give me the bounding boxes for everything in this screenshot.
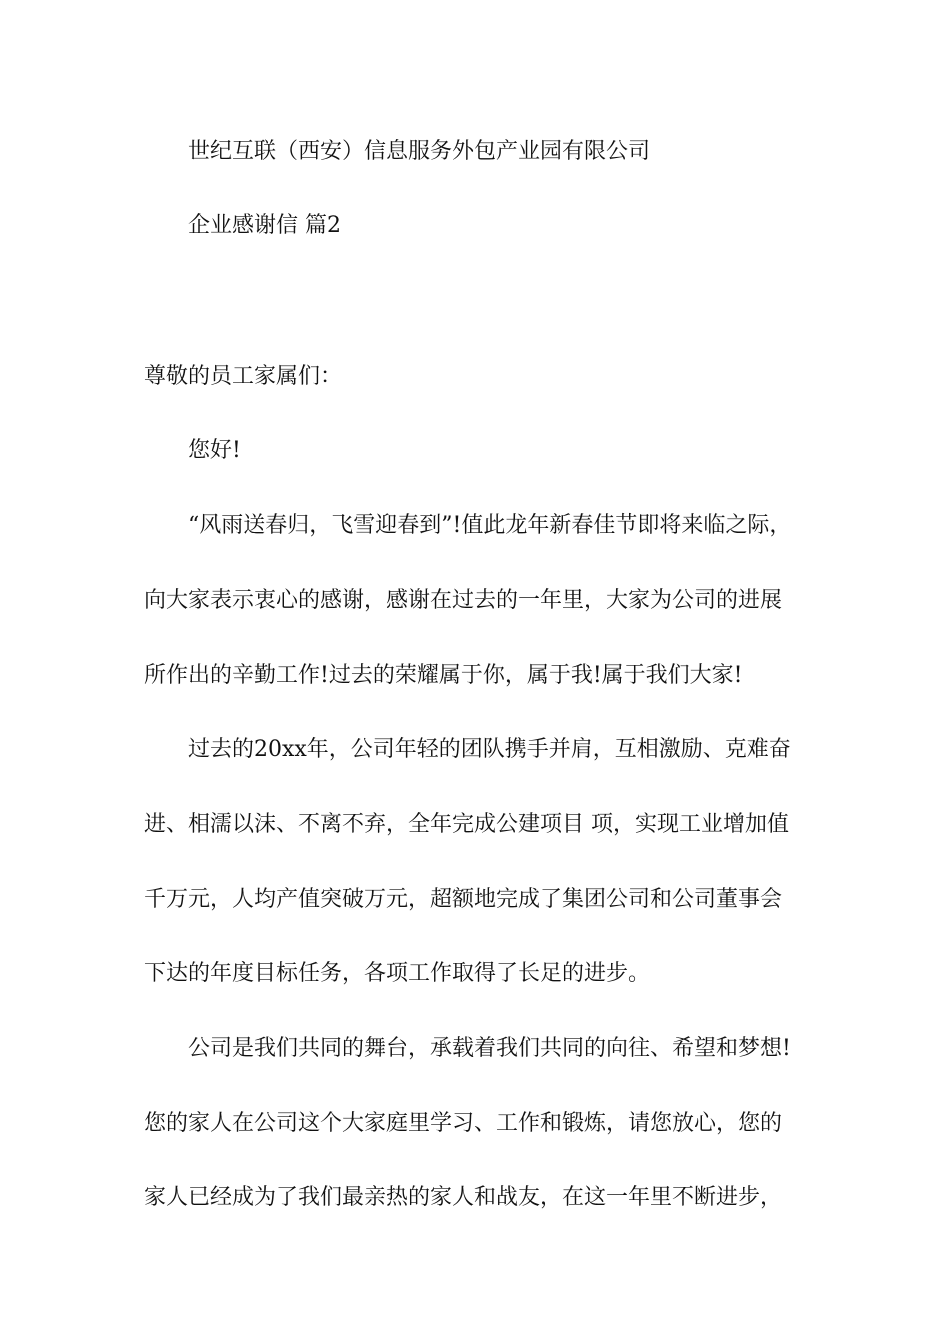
company-name: 世纪互联（西安）信息服务外包产业园有限公司: [188, 139, 651, 164]
paragraph-line: 下达的年度目标任务，各项工作取得了长足的进步。: [144, 961, 651, 986]
paragraph-line: 进、相濡以沫、不离不弃，全年完成公建项目 项，实现工业增加值: [144, 812, 789, 837]
paragraph-line: 您的家人在公司这个大家庭里学习、工作和锻炼，请您放心，您的: [144, 1111, 783, 1136]
paragraph-line: “风雨送春归，飞雪迎春到”!值此龙年新春佳节即将来临之际，: [188, 513, 792, 538]
paragraph-line: 向大家表示衷心的感谢，感谢在过去的一年里，大家为公司的进展: [144, 588, 783, 613]
paragraph-line: 千万元，人均产值突破万元，超额地完成了集团公司和公司董事会: [144, 887, 783, 912]
salutation: 尊敬的员工家属们：: [144, 364, 343, 389]
paragraph-line: 所作出的辛勤工作!过去的荣耀属于你，属于我!属于我们大家!: [144, 663, 743, 688]
paragraph-line: 家人已经成为了我们最亲热的家人和战友，在这一年里不断进步，: [144, 1185, 783, 1210]
paragraph-line: 过去的20xx年，公司年轻的团队携手并肩，互相激励、克难奋: [188, 737, 791, 762]
paragraph-line: 公司是我们共同的舞台，承载着我们共同的向往、希望和梦想!: [188, 1036, 791, 1061]
greeting: 您好!: [188, 438, 241, 463]
letter-title: 企业感谢信 篇2: [188, 213, 341, 238]
